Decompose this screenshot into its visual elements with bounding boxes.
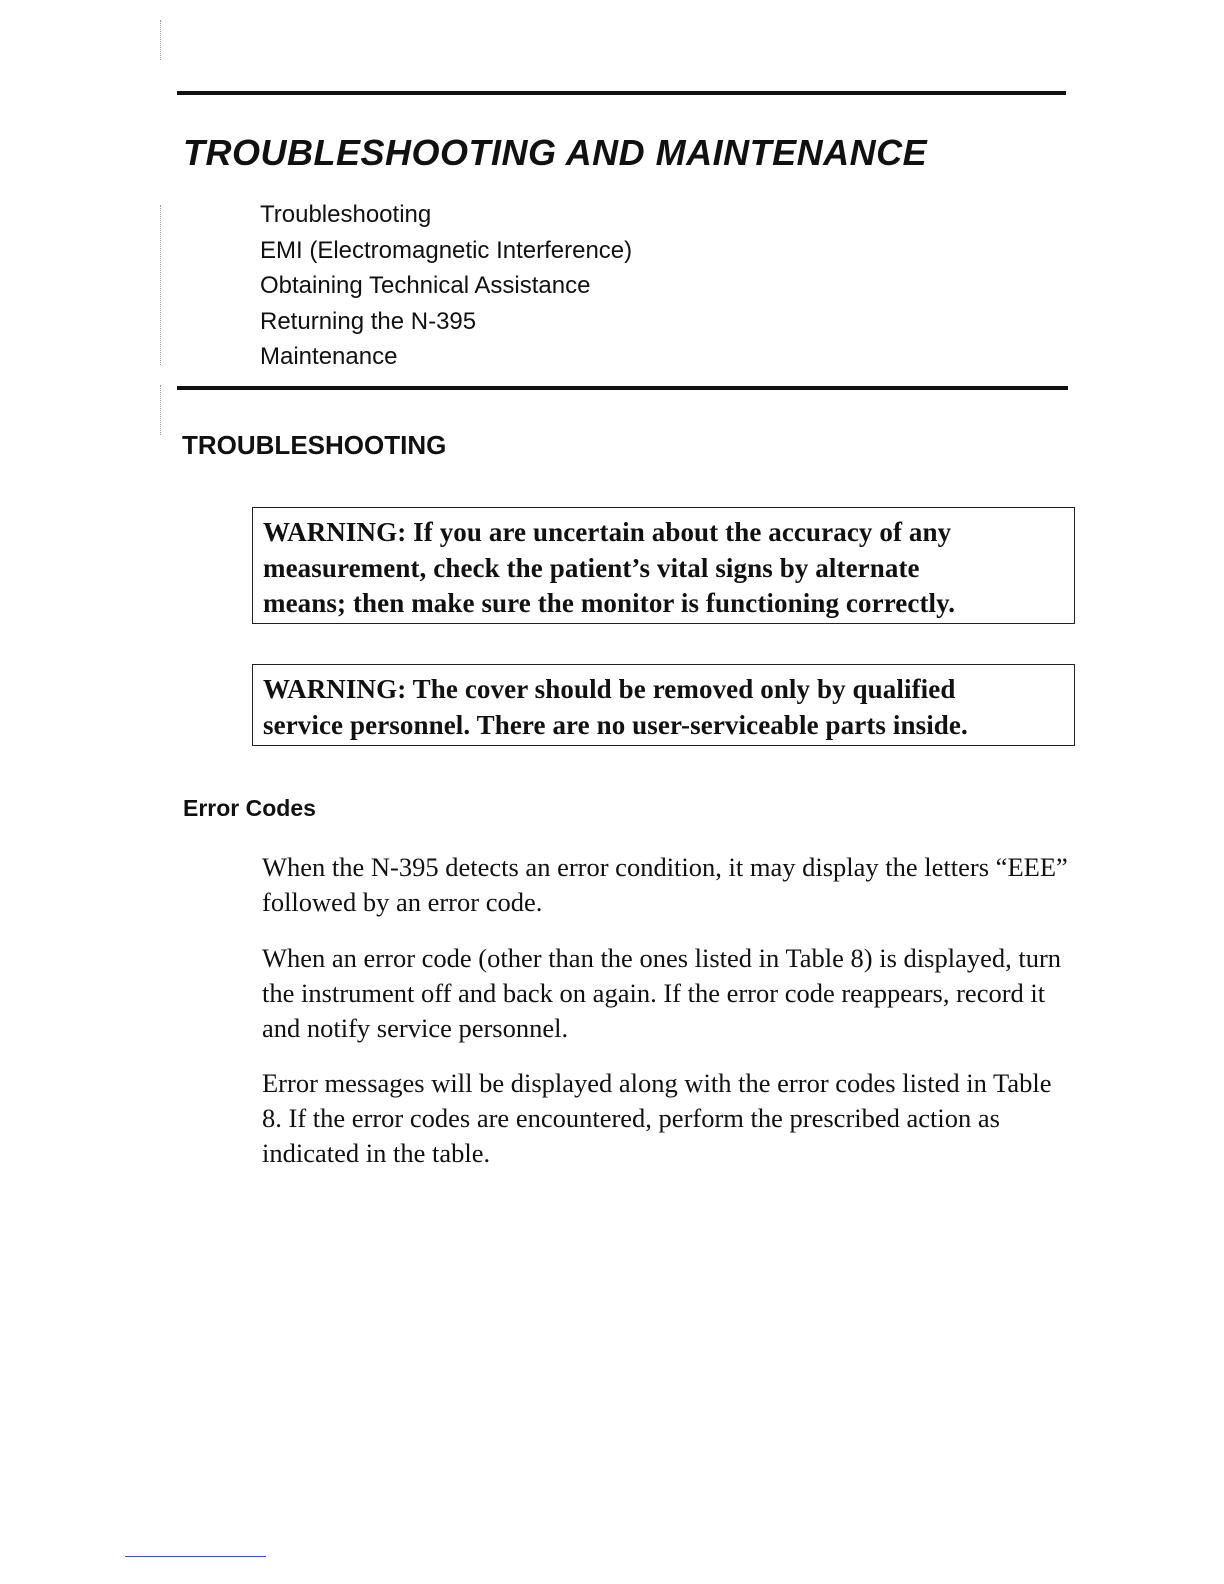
paragraph: When the N-395 detects an error condition, it may display the letters “EEE” followed by an error code. [262,852,1068,917]
scan-margin-marks [160,205,162,365]
section-title: TROUBLESHOOTING [182,430,447,460]
warning-line: service personnel. There are no user-serviceable parts inside. [263,709,968,740]
scan-margin-marks [160,20,162,60]
contents-item: EMI (Electromagnetic Interference) [260,236,633,264]
paragraph: When an error code (other than the ones listed in Table 8) is displayed, turn the instrument off and back on again. If the error code reappears, record it and notify service personnel. [262,943,1062,1043]
warning-line: means; then make sure the monitor is functioning correctly. [263,588,956,618]
top-divider [177,91,1066,95]
chapter-title: TROUBLESHOOTING AND MAINTENANCE [183,132,928,173]
contents-item: Maintenance [260,343,398,370]
contents-divider [177,386,1068,390]
scan-margin-marks [160,385,162,435]
warning-line: measurement, check the patient’s vital signs by alternate [263,552,920,583]
contents-item: Returning the N-395 [260,307,477,335]
warning-line: WARNING: The cover should be removed only by qualified [263,674,956,704]
warning-line: WARNING: If you are uncertain about the accuracy of any [263,517,952,547]
subsection-title-error-codes: Error Codes [183,795,316,821]
paragraph: Error messages will be displayed along with the error codes listed in Table 8. If the error codes are encountered, perform the prescribed action as indicated in the table. [262,1068,1052,1168]
warning-box-cover [252,664,1075,746]
footer-rule [125,1556,266,1557]
contents-item: Troubleshooting [260,201,432,228]
contents-item: Obtaining Technical Assistance [260,272,591,299]
warning-box-accuracy [252,507,1075,624]
chapter-contents [260,197,632,375]
